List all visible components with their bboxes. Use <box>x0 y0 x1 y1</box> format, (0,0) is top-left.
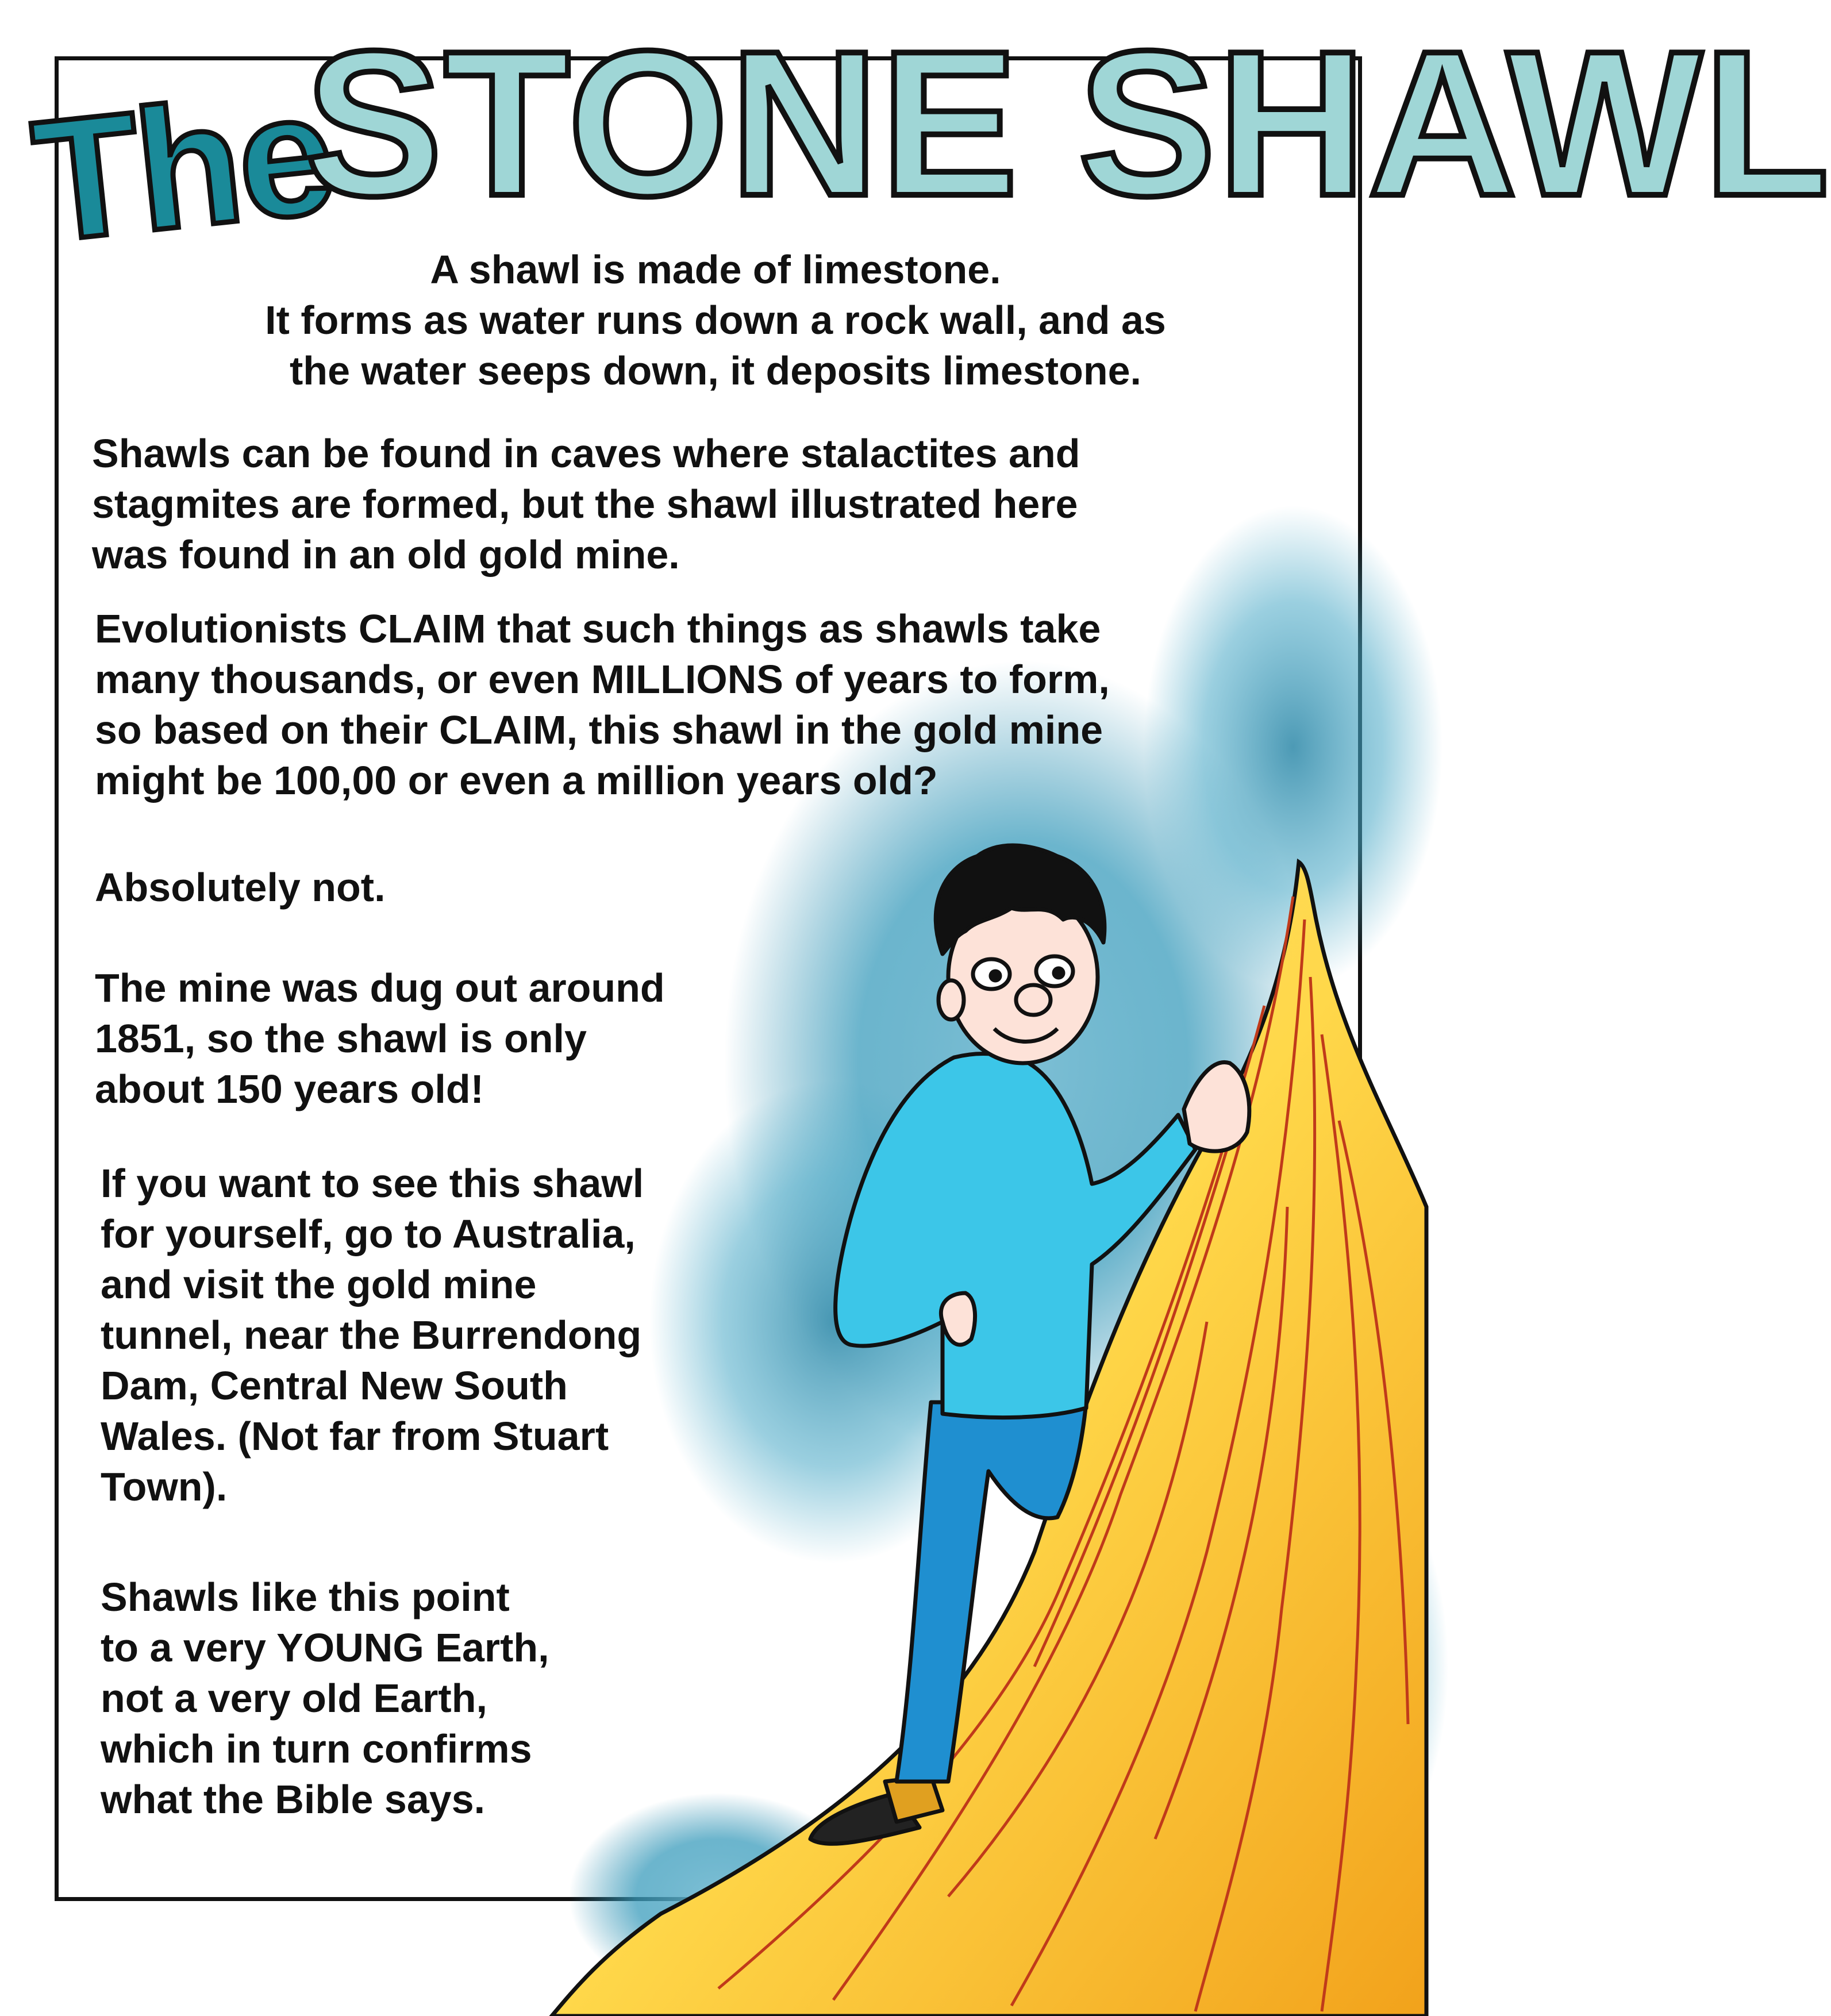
text-line: what the Bible says. <box>101 1777 486 1822</box>
text-line: Shawls can be found in caves where stalactites and <box>92 431 1080 476</box>
claim-paragraph <box>95 603 1110 806</box>
text-line: tunnel, near the Burrendong <box>101 1313 642 1357</box>
text-line: stagmites are formed, but the shawl illustrated here <box>92 482 1078 526</box>
intro-line: A shawl is made of limestone. <box>430 247 1001 292</box>
text-line: not a very old Earth, <box>101 1676 487 1721</box>
text-line: and visit the gold mine <box>101 1262 537 1307</box>
caves-paragraph <box>92 428 1080 580</box>
title-prefix: The <box>25 55 340 279</box>
text-line: might be 100,00 or even a million years old? <box>95 758 938 803</box>
text-line: The mine was dug out around <box>95 965 665 1010</box>
intro-line: It forms as water runs down a rock wall, and as <box>265 298 1166 343</box>
text-line: Evolutionists CLAIM that such things as shawls take <box>95 606 1101 651</box>
mine-paragraph <box>95 963 665 1114</box>
text-line: Dam, Central New South <box>101 1363 568 1408</box>
visit-paragraph <box>101 1158 644 1512</box>
answer-paragraph: Absolutely not. <box>95 865 386 910</box>
intro-paragraph <box>195 244 1236 396</box>
text-line: so based on their CLAIM, this shawl in the gold mine <box>95 707 1103 752</box>
text-line: about 150 years old! <box>95 1067 484 1111</box>
text-line: Shawls like this point <box>101 1575 510 1619</box>
text-line: 1851, so the shawl is only <box>95 1016 587 1061</box>
text-line: for yourself, go to Australia, <box>101 1211 636 1256</box>
text-line: many thousands, or even MILLIONS of years to form, <box>95 657 1110 702</box>
text-line: to a very YOUNG Earth, <box>101 1625 549 1670</box>
text-line: was found in an old gold mine. <box>92 532 680 577</box>
conclusion-paragraph <box>101 1572 549 1825</box>
text-line: which in turn confirms <box>101 1726 532 1771</box>
text-line: If you want to see this shawl <box>101 1161 644 1206</box>
text-line: Wales. (Not far from Stuart <box>101 1414 609 1459</box>
intro-line: the water seeps down, it deposits limestone. <box>290 348 1141 393</box>
text-line: Town). <box>101 1464 228 1509</box>
page-title: STONE SHAWL <box>305 8 1831 239</box>
